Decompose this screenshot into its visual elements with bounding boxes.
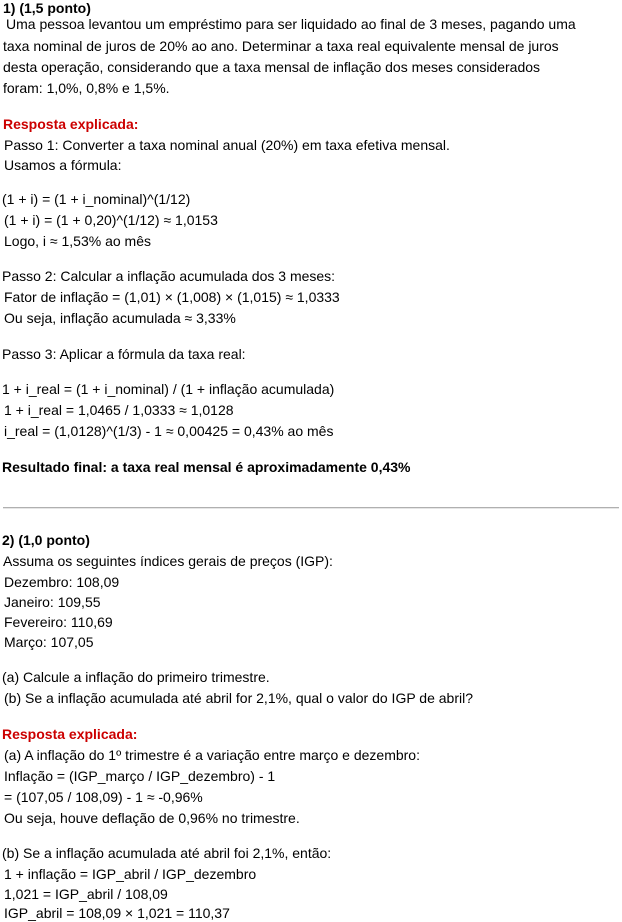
- question-1-statement-line: Uma pessoa levantou um empréstimo para ser liquidado ao final de 3 meses, pagando uma: [6, 16, 576, 32]
- index-item: Dezembro: 108,09: [4, 574, 120, 590]
- answer-b-line: IGP_abril = 108,09 × 1,021 = 110,37: [4, 905, 230, 921]
- step-1-text: Passo 1: Converter a taxa nominal anual (20%) em taxa efetiva mensal.: [4, 137, 450, 153]
- section-divider: [3, 507, 619, 509]
- step-3-line: 1 + i_real = (1 + i_nominal) / (1 + inflação acumulada): [2, 381, 335, 397]
- step-2-line: Ou seja, inflação acumulada ≈ 3,33%: [4, 310, 236, 326]
- question-1-statement-line: foram: 1,0%, 0,8% e 1,5%.: [3, 80, 170, 96]
- formula-line: Logo, i ≈ 1,53% ao mês: [4, 233, 151, 249]
- step-3-line: 1 + i_real = 1,0465 / 1,0333 ≈ 1,0128: [4, 402, 234, 418]
- question-1-statement-line: desta operação, considerando que a taxa mensal de inflação dos meses considerados: [3, 59, 541, 75]
- index-item: Janeiro: 109,55: [4, 594, 101, 610]
- step-2-text: Passo 2: Calcular a inflação acumulada dos 3 meses:: [2, 268, 336, 284]
- formula-intro: Usamos a fórmula:: [4, 157, 122, 173]
- index-item: Março: 107,05: [4, 634, 94, 650]
- answer-heading: Resposta explicada:: [2, 726, 138, 742]
- answer-a-line: Inflação = (IGP_março / IGP_dezembro) - 1: [4, 768, 276, 784]
- answer-b-line: 1,021 = IGP_abril / 108,09: [4, 886, 168, 902]
- index-item: Fevereiro: 110,69: [4, 614, 113, 630]
- question-1-statement-line: taxa nominal de juros de 20% ao ano. Determinar a taxa real equivalente mensal de juros: [3, 38, 559, 54]
- question-item: (b) Se a inflação acumulada até abril for 2,1%, qual o valor do IGP de abril?: [4, 690, 474, 706]
- step-2-line: Fator de inflação = (1,01) × (1,008) × (1,015) ≈ 1,0333: [4, 289, 340, 305]
- step-3-line: i_real = (1,0128)^(1/3) - 1 ≈ 0,00425 = 0,43% ao mês: [4, 423, 334, 439]
- answer-a-line: = (107,05 / 108,09) - 1 ≈ -0,96%: [4, 789, 203, 805]
- formula-line: (1 + i) = (1 + i_nominal)^(1/12): [2, 191, 191, 207]
- answer-a-line: Ou seja, houve deflação de 0,96% no trimestre.: [4, 810, 300, 826]
- formula-line: (1 + i) = (1 + 0,20)^(1/12) ≈ 1,0153: [4, 212, 218, 228]
- answer-a-line: (a) A inflação do 1º trimestre é a variação entre março e dezembro:: [4, 747, 420, 763]
- question-item: (a) Calcule a inflação do primeiro trimestre.: [2, 669, 270, 685]
- question-2-title: 2) (1,0 ponto): [2, 532, 90, 548]
- answer-heading: Resposta explicada:: [3, 116, 139, 132]
- question-1-title: 1) (1,5 ponto): [3, 0, 91, 16]
- final-result: Resultado final: a taxa real mensal é aproximadamente 0,43%: [2, 459, 411, 475]
- step-3-text: Passo 3: Aplicar a fórmula da taxa real:: [2, 346, 246, 362]
- answer-b-line: 1 + inflação = IGP_abril / IGP_dezembro: [4, 866, 257, 882]
- answer-b-line: (b) Se a inflação acumulada até abril foi 2,1%, então:: [2, 845, 332, 861]
- question-2-intro: Assuma os seguintes índices gerais de preços (IGP):: [3, 553, 333, 569]
